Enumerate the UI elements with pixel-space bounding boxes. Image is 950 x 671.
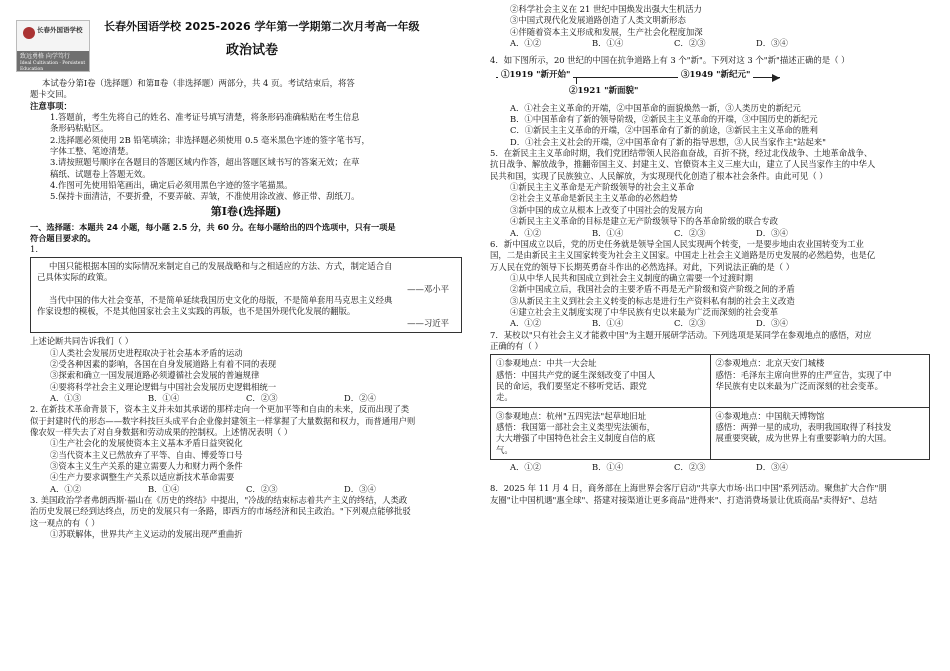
arrow-right-icon — [772, 74, 780, 82]
note-line: 字体工整、笔迹清楚。 — [50, 146, 134, 157]
answer-option: B．①中国革命有了新的领导阶级，②新民主主义革命的开端，③中国历史的新纪元 — [510, 114, 818, 125]
statement-item: ③新中国的成立从根本上改变了中国社会的发展方向 — [510, 204, 703, 215]
school-logo — [16, 20, 90, 72]
table-cell — [710, 407, 930, 459]
table-cell — [491, 407, 711, 459]
school-title: 长春外国语学校 2025-2026 学年第一学期第二次月考高一年级 — [104, 20, 420, 33]
answer-options — [490, 38, 930, 49]
statement-item: ④要将科学社会主义理论逻辑与中国社会发展历史逻辑相统一 — [50, 381, 277, 392]
question-7 — [490, 330, 930, 474]
note-line: 4.作图可先使用铅笔画出，确定后必须用黑色字迹的签字笔描黑。 — [50, 180, 293, 191]
quote-line: 己具体实际的政策。 — [37, 272, 113, 283]
answer-options — [30, 484, 462, 495]
timeline-label-1921: ②1921 "新面貌" — [566, 86, 641, 97]
statement-item: ①新民主主义革命是无产阶级领导的社会主义革命 — [510, 182, 695, 193]
cell-line: 感悟：毛泽东主席向世界的庄严宣告，实现了中 — [715, 369, 892, 380]
cell-line: ④参观地点：中国航天博物馆 — [715, 410, 825, 421]
timeline-tick — [576, 77, 577, 84]
logo-brand: 长春外国语学校 — [37, 26, 83, 34]
question-text: 5．在新民主主义革命时期，我们党团结带领人民浴血奋战，百折不挠，经过北伐战争、土地革命战争、 — [490, 148, 873, 159]
cell-line: 民的命运，我们要坚定不移听党话、跟党 — [496, 380, 647, 391]
left-column — [20, 0, 462, 671]
quote-source: ——邓小平 — [407, 283, 449, 294]
question-stem: 上述论断共同告诉我们（ ） — [30, 336, 134, 347]
timeline-label-1919: ①1919 "新开始" — [498, 70, 573, 81]
cell-line: 华民族有史以来最为广泛而深刻的社会变革。 — [715, 380, 883, 391]
statement-item: ③资本主义生产关系的建立需要人力和财力两个条件 — [50, 460, 243, 471]
question-text: 万人民在党的领导下长期英勇奋斗作出的必然选择。对此，下列说法正确的是（ ） — [490, 261, 795, 272]
note-line: 3.请按照题号顺序在各题目的答题区域内作答，超出答题区域书写的答案无效；在草 — [50, 157, 360, 168]
cell-line: 大大增强了中国特色社会主义制度自信的底 — [496, 433, 656, 444]
notes-title: 注意事项： — [30, 100, 72, 111]
intro-line: 题卡交回。 — [30, 89, 72, 100]
option-b: B．①④ — [592, 462, 624, 473]
note-line: 5.保持卡面清洁，不要折叠，不要弄破、弄皱，不准使用涂改液、修正带、刮纸刀。 — [50, 191, 360, 202]
note-line: 稿纸、试题卷上答题无效。 — [50, 168, 151, 179]
notes — [30, 112, 462, 203]
intro — [30, 78, 462, 101]
question-text: 国，二是由新民主主义国家转变为社会主义国家。中国走上社会主义道路是历史发展的必然趋势，也是亿 — [490, 250, 876, 261]
visit-table — [490, 354, 930, 460]
option-a: A．①② — [510, 462, 542, 473]
question-text: 似于封建时代的形态——数字科技巨头成平台企业像封建领主一样掌握了大量数据和权力，而普通用户则 — [30, 415, 416, 426]
question-text: 友圈"让中国机遇"惠全球"、搭建对接渠道让更多商品"进得来"、打造消费场景让优质商品"卖得好"、总结 — [490, 494, 878, 505]
section-title: 一、选择题：本题共 24 小题，每小题 2.5 分，共 60 分。在每小题给出的四个选项中，只有一项是 — [30, 221, 396, 232]
statement-item: ①生产社会化的发展使资本主义基本矛盾日益突锐化 — [50, 438, 243, 449]
answer-option: C．①新民主主义革命的开端，②中国革命有了新的前途，③新民主主义革命的胜利 — [510, 125, 818, 136]
statement-item: ④新民主主义革命的目标是建立无产阶级领导下的各革命阶级的联合专政 — [510, 216, 778, 227]
option-a: A．①② — [510, 38, 542, 49]
answer-options — [490, 462, 930, 473]
cell-line: ①参观地点：中共一大会址 — [496, 358, 597, 369]
table-cell — [491, 355, 711, 407]
question-8 — [490, 483, 930, 506]
question-4 — [490, 55, 930, 148]
statement-item: ①从中华人民共和国成立到社会主义制度的确立需要一个过渡时期 — [510, 272, 753, 283]
cell-line: ②参观地点：北京天安门城楼 — [715, 358, 825, 369]
option-a: A．①② — [510, 318, 542, 329]
part1-title: 第Ⅰ卷(选择题) — [210, 204, 282, 218]
quote-line: 中国只能根据本国的实际情况来制定自己的发展战略和与之相适应的方法、方式，制定适合自 — [49, 261, 393, 272]
question-text: 3. 美国政治学者弗朗西斯·福山在《历史的终结》中提出，"冷战的结束标志着共产主义的终结，人类政 — [30, 494, 408, 505]
logo-band — [17, 51, 89, 71]
cell-line: 展重要突破，成为世界上有重要影响力的大国。 — [715, 433, 892, 444]
intro-line: 本试卷分第Ⅰ卷（选择题）和第Ⅱ卷（非选择题）两部分，共 4 页。考试结束后，将答 — [42, 78, 355, 88]
statement-item: ②受各种因素的影响，各国在自身发展道路上有着不同的表现 — [50, 358, 277, 369]
logo-band-line2: Ideal Cultivation · Persistent Education — [20, 61, 86, 73]
option-d: D．③④ — [756, 318, 788, 329]
option-d: D．③④ — [756, 227, 788, 238]
option-c: C．②③ — [246, 483, 278, 494]
question-text: 6．新中国成立以后，党的历史任务就是领导全国人民实现两个转变，一是要步地由农业国转变为工业 — [490, 238, 864, 249]
question-5 — [490, 148, 930, 239]
statement-item: ②社会主义革命是新民主主义革命的必然趋势 — [510, 193, 678, 204]
question-text: 民共和国，实现了民族独立、人民解放，为实现现代化创造了根本社会条件。由此可见（ ） — [490, 170, 828, 181]
option-c: C．②③ — [674, 227, 706, 238]
statement-item: ①苏联解体，世界共产主义运动的发展出现严重曲折 — [50, 529, 243, 539]
statement-item: ③探索和确立一国发展道路必须遵循社会发展的普遍规律 — [50, 370, 260, 381]
subject-title: 政治试卷 — [226, 43, 279, 58]
question-1 — [30, 244, 462, 404]
option-d: D．③④ — [756, 38, 788, 49]
answer-option: A．①社会主义革命的开端，②中国革命的面貌焕然一新，③人类历史的新纪元 — [510, 102, 801, 113]
table-row — [491, 407, 930, 459]
note-line: 2.选择题必须使用 2B 铅笔填涂；非选择题必须使用 0.5 毫米黑色字迹的签字笔书写， — [50, 134, 370, 145]
option-b: B．①④ — [592, 38, 624, 49]
cell-line: 走。 — [496, 392, 513, 403]
answer-options — [490, 228, 930, 239]
cell-line: 感悟：两弹一星的成功，表明我国取得了科技发 — [715, 422, 892, 432]
option-c: C．②③ — [674, 318, 706, 329]
statement-item: ④伴随着资本主义形成和发展，生产社会化程度加深 — [510, 26, 703, 37]
option-b: B．①④ — [592, 318, 624, 329]
answer-option: D．①社会主义社会的开端，②中国革命有了新的指导思想，③人民当家作主"站起来" — [510, 136, 826, 147]
timeline-label-1949: ③1949 "新纪元" — [678, 70, 753, 81]
question-stem: 4．如下图所示，20 世纪的中国在抗争道路上有 3 个"新"。下列对这 3 个"新"描述正确的是（ ） — [490, 55, 850, 66]
option-c: C．②③ — [246, 392, 278, 403]
note-line: 条形码粘贴区。 — [50, 123, 109, 134]
cell-line: 感悟：我国第一部社会主义类型宪法颁布， — [496, 422, 656, 432]
note-line: 1.答题前，考生先将自己的姓名、准考证号填写清楚，将条形码准确粘贴在考生信息 — [50, 112, 360, 123]
cell-line: 感悟：中国共产党的诞生深刻改变了中国人 — [496, 369, 656, 380]
option-d: D．②④ — [344, 392, 376, 403]
statement-item: ③从新民主主义到社会主义转变的标志是进行生产资料私有制的社会主义改造 — [510, 295, 795, 306]
question-text: 抗日战争、解放战争，推翻帝国主义、封建主义、官僚资本主义三座大山，建立了人民当家作主的中华人 — [490, 159, 876, 170]
option-a: A．①③ — [50, 392, 82, 403]
question-text: 7．某校以"只有社会主义才能救中国"为主题开展研学活动。下列选项是某同学在参观地点的感悟，对应 — [490, 329, 872, 340]
statement-item: ④生产力要求调整生产关系以适应新技术革命需要 — [50, 472, 235, 483]
quote-source: ——习近平 — [407, 317, 449, 328]
right-column — [490, 0, 930, 671]
statement-item: ②当代资本主义已然放弃了平等、自由、博爱等口号 — [50, 449, 243, 460]
option-d: D．③④ — [756, 462, 788, 473]
option-c: C．②③ — [674, 462, 706, 473]
option-a: A．①② — [50, 483, 82, 494]
question-text: 2. 在新技术革命背景下，资本主义并未如其承诺的那样走向一个更加平等和自由的未来，反而出现了类 — [30, 404, 410, 415]
cell-line: 气。 — [496, 444, 513, 455]
logo-band-line1: 致远勇格 向学笃行 — [20, 53, 70, 60]
quote-line: 当代中国的伟大社会变革，不是简单延续我国历史文化的母版，不是简单套用马克思主义经典 — [49, 295, 393, 306]
question-3 — [30, 495, 462, 540]
quote-box — [30, 257, 462, 333]
option-d: D．③④ — [344, 483, 376, 494]
option-b: B．①④ — [148, 483, 180, 494]
question-6 — [490, 239, 930, 330]
option-a: A．①② — [510, 227, 542, 238]
cell-line: ③参观地点：杭州"五四宪法"起草地旧址 — [496, 410, 647, 421]
option-b: B．①④ — [148, 392, 180, 403]
statement-item: ②科学社会主义在 21 世纪中国焕发出强大生机活力 — [510, 4, 702, 14]
statement-item: ④建立社会主义制度实现了中华民族有史以来最为广泛而深刻的社会变革 — [510, 306, 778, 317]
question-3-continued — [490, 4, 930, 49]
question-number: 1. — [30, 243, 38, 254]
table-row — [491, 355, 930, 407]
answer-options — [30, 393, 462, 404]
statement-item: ②新中国成立后，我国社会的主要矛盾不再是无产阶级和资产阶级之间的矛盾 — [510, 284, 795, 295]
emblem-icon — [23, 27, 35, 39]
option-c: C．②③ — [674, 38, 706, 49]
question-text: 这一观点的有（ ） — [30, 517, 100, 528]
statement-item: ③中国式现代化发展道路创造了人类文明新形态 — [510, 15, 686, 26]
option-b: B．①④ — [592, 227, 624, 238]
timeline-diagram — [490, 69, 930, 101]
statement-item: ①人类社会发展历史进程取决于社会基本矛盾的运动 — [50, 347, 243, 358]
question-text: 治历史发展已经到达终点，历史的发展只有一条路，即西方的市场经济和民主政治。"下列观点能够批驳 — [30, 506, 411, 517]
question-text: 像农奴一样失去了对自身数据和劳动成果的控制权。上述情况表明（ ） — [30, 426, 293, 437]
exam-header — [20, 20, 462, 73]
question-text: 8．2025 年 11 月 4 日，商务部在上海世界会客厅启动"共享大市场·出口中国"系列活动。聚焦扩大合作"朋 — [490, 483, 887, 494]
answer-options — [490, 318, 930, 329]
question-2 — [30, 404, 462, 495]
question-text: 正确的有（ ） — [490, 340, 543, 351]
section-title: 符合题目要求的。 — [30, 232, 96, 243]
table-cell — [710, 355, 930, 407]
quote-line: 作家设想的模板，不是其他国家社会主义实践的再版，也不是国外现代化发展的翻版。 — [37, 306, 356, 317]
